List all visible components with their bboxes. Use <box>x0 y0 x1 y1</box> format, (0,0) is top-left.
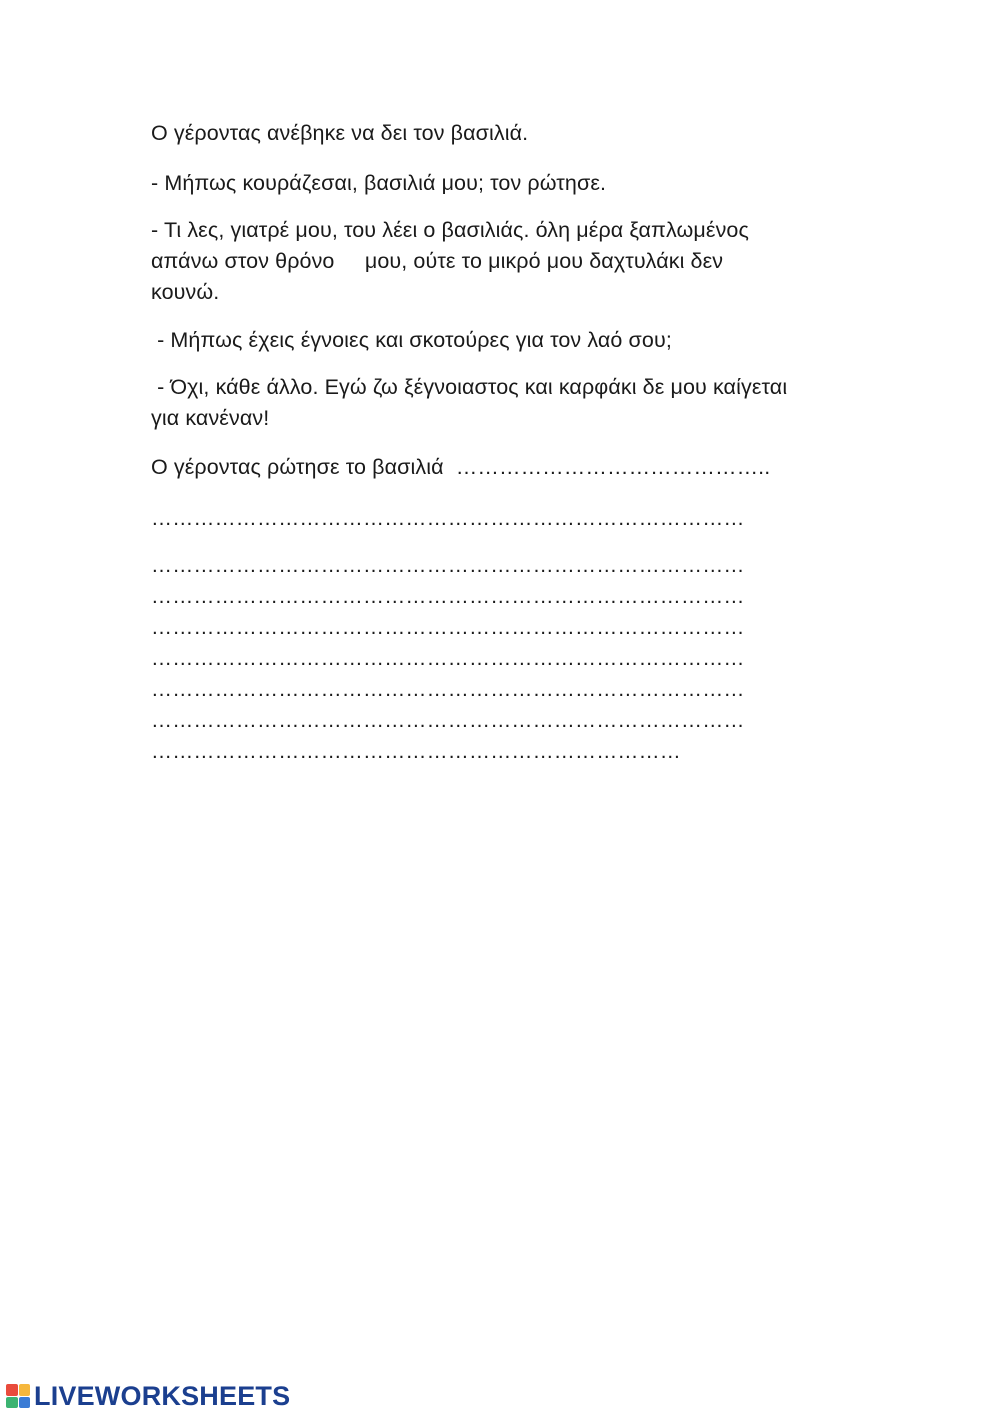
logo-icon <box>6 1384 30 1408</box>
answer-line[interactable]: ………………………………………………………………………… <box>151 647 745 670</box>
paragraph-3-line-2: απάνω στον θρόνο μου, ούτε το μικρό μου δαχτυλάκι δεν <box>151 249 724 273</box>
answer-line[interactable]: ………………………………………………………………………… <box>151 554 745 577</box>
question-prompt: Ο γέροντας ρώτησε το βασιλιά …………………………………….. <box>151 455 771 479</box>
answer-line[interactable]: ………………………………………………………………………… <box>151 507 745 530</box>
answer-line[interactable]: ………………………………………………………………………… <box>151 709 745 732</box>
paragraph-5-line-2: για κανέναν! <box>151 406 270 430</box>
paragraph-3-line-3: κουνώ. <box>151 280 220 304</box>
paragraph-1: Ο γέροντας ανέβηκε να δει τον βασιλιά. <box>151 121 529 145</box>
logo-tile <box>6 1384 18 1396</box>
logo-tile <box>19 1384 31 1396</box>
brand-name: LIVEWORKSHEETS <box>34 1380 291 1411</box>
paragraph-3-line-1: - Τι λες, γιατρέ μου, του λέει ο βασιλιάς. όλη μέρα ξαπλωμένος <box>151 218 749 242</box>
paragraph-5-line-1: - Όχι, κάθε άλλο. Εγώ ζω ξέγνοιαστος και καρφάκι δε μου καίγεται <box>151 375 788 399</box>
answer-line[interactable]: ………………………………………………………………………… <box>151 616 745 639</box>
paragraph-4: - Μήπως έχεις έγνοιες και σκοτούρες για τον λαό σου; <box>151 328 672 352</box>
liveworksheets-logo <box>6 1380 290 1412</box>
answer-line[interactable]: ………………………………………………………………… <box>151 740 681 763</box>
answer-line[interactable]: ………………………………………………………………………… <box>151 678 745 701</box>
logo-tile <box>19 1397 31 1409</box>
paragraph-2: - Μήπως κουράζεσαι, βασιλιά μου; τον ρώτησε. <box>151 171 607 195</box>
answer-line[interactable]: ………………………………………………………………………… <box>151 585 745 608</box>
logo-tile <box>6 1397 18 1409</box>
